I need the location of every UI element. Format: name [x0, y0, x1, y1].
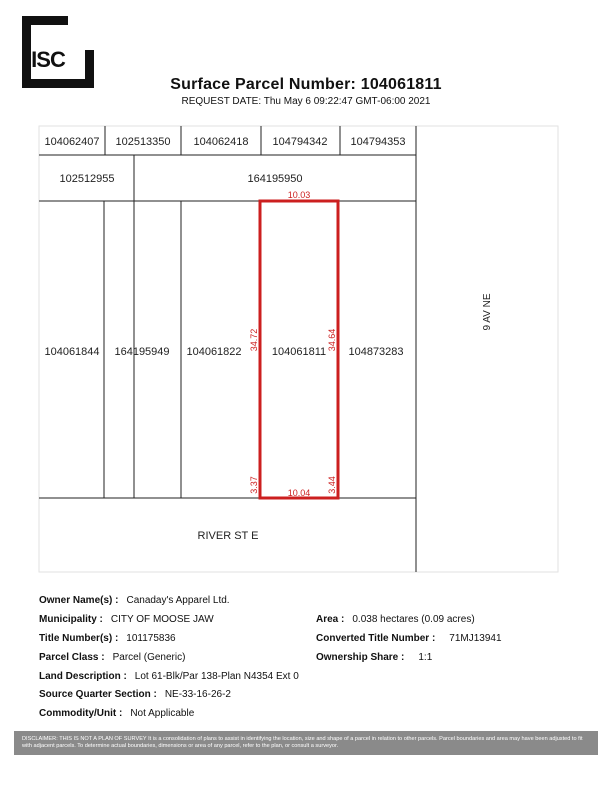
municipality-label: Municipality :: [39, 614, 103, 625]
area-row: [316, 614, 475, 625]
land-description-value: Lot 61-Blk/Par 138-Plan N4354 Ext 0: [134, 671, 299, 682]
title-number-value: 101175836: [126, 633, 176, 644]
parcel-label: 104061844: [44, 346, 100, 358]
parcel-class-row: [39, 652, 185, 663]
converted-title-label: Converted Title Number :: [316, 633, 436, 644]
land-description-row: [39, 671, 299, 682]
logo-text: ISC: [31, 47, 65, 72]
owner-value: Canaday's Apparel Ltd.: [126, 595, 230, 606]
street-label-bottom: RIVER ST E: [197, 530, 259, 542]
parcel-label: 102513350: [115, 136, 171, 148]
parcel-class-value: Parcel (Generic): [112, 652, 186, 663]
parcel-label: 164195950: [247, 173, 303, 185]
owner-row: [39, 595, 230, 606]
request-date: REQUEST DATE: Thu May 6 09:22:47 GMT-06:00 2021: [181, 96, 431, 107]
owner-label: Owner Name(s) :: [39, 595, 119, 606]
title-number-row: [39, 633, 176, 644]
street-label-right: 9 AV NE: [482, 293, 493, 331]
ownership-share-row: [316, 652, 432, 663]
commodity-label: Commodity/Unit :: [39, 708, 123, 719]
municipality-row: [39, 614, 214, 625]
commodity-row: [39, 708, 194, 719]
subject-parcel-label: 104061811: [271, 346, 327, 358]
converted-title-row: [316, 633, 502, 644]
parcel-label: 104062407: [44, 136, 100, 148]
dimension-bottom-left: 3.37: [249, 476, 259, 494]
dimension-bottom: 10.04: [287, 488, 311, 498]
ownership-share-label: Ownership Share :: [316, 652, 405, 663]
page-title: Surface Parcel Number: 104061811: [170, 76, 442, 93]
parcel-label: 104061822: [186, 346, 242, 358]
parcel-class-label: Parcel Class :: [39, 652, 105, 663]
land-description-label: Land Description :: [39, 671, 127, 682]
parcel-label: 104794342: [272, 136, 328, 148]
municipality-value: CITY OF MOOSE JAW: [110, 614, 214, 625]
parcel-label: 104794353: [350, 136, 406, 148]
source-quarter-value: NE-33-16-26-2: [164, 689, 231, 700]
ownership-share-value: 1:1: [418, 652, 433, 663]
commodity-value: Not Applicable: [130, 708, 195, 719]
dimension-bottom-right: 3.44: [327, 476, 337, 494]
converted-title-value: 71MJ13941: [449, 633, 502, 644]
dimension-top: 10.03: [287, 190, 311, 200]
parcel-label: 104062418: [193, 136, 249, 148]
source-quarter-label: Source Quarter Section :: [39, 689, 157, 700]
dimension-right: 34.64: [327, 328, 337, 352]
area-value: 0.038 hectares (0.09 acres): [352, 614, 475, 625]
parcel-label: 164195949: [114, 346, 170, 358]
source-quarter-row: [39, 689, 231, 700]
parcel-label: 102512955: [59, 173, 115, 185]
disclaimer-banner: DISCLAIMER: THIS IS NOT A PLAN OF SURVEY It is a consolidation of plans to assist in identifying the location, size and shape of a parcel in relation to other parcels. Parcel boundaries and area may have been adjusted to fit with adjacent parcels. To determine actual boundaries, dimensions or area of any parcel, refer to the plan, or consult a surveyor.: [14, 731, 598, 755]
parcel-label: 104873283: [348, 346, 404, 358]
dimension-left: 34.72: [249, 328, 259, 352]
area-label: Area :: [316, 614, 345, 625]
title-number-label: Title Number(s) :: [39, 633, 119, 644]
